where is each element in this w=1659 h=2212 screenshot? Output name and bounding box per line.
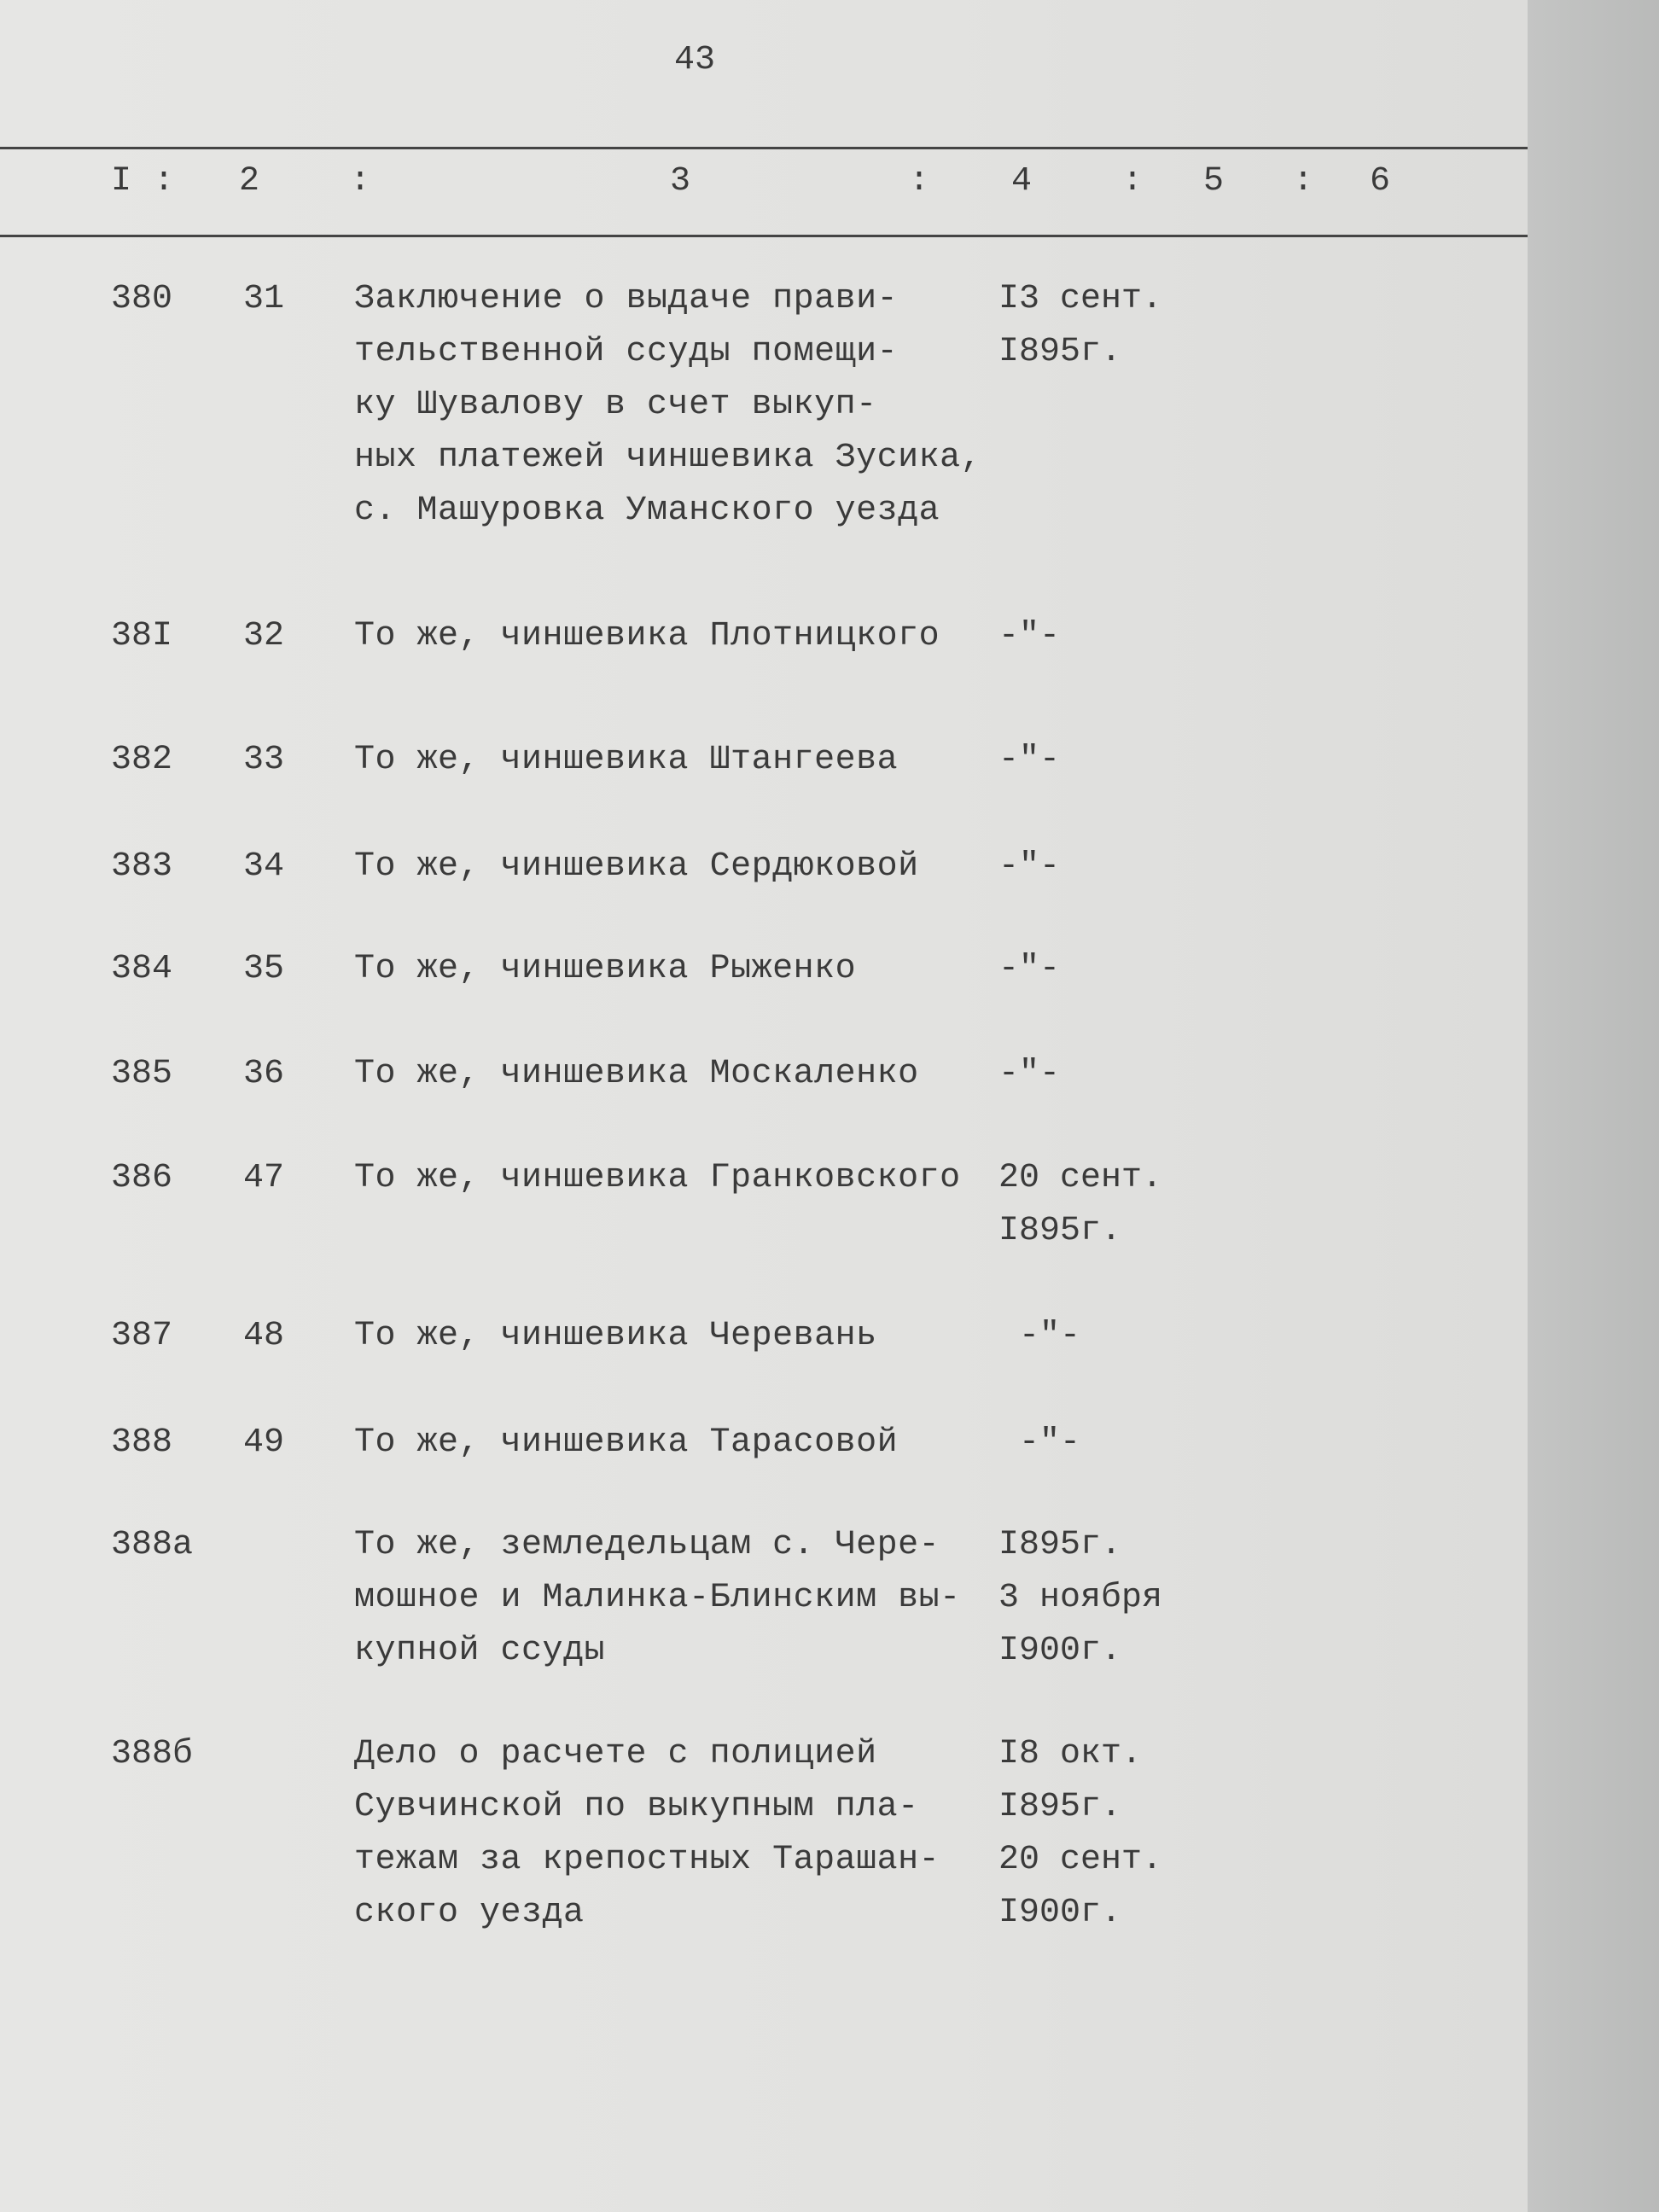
entry-date-line: -"- <box>998 617 1061 655</box>
entry-date-line: I8 окт. <box>998 1735 1143 1773</box>
entry-title-line: То же, чиншевика Черевань <box>354 1317 877 1355</box>
entry-title-line: То же, чиншевика Москаленко <box>354 1055 919 1093</box>
entry-title-line: Заключение о выдаче прави- <box>354 280 899 318</box>
entry-title-line: То же, чиншевика Штангеева <box>354 741 899 779</box>
entry-subnumber: 47 <box>243 1159 285 1197</box>
entry-title-line: То же, чиншевика Рыженко <box>354 950 857 988</box>
entry-title <box>354 1417 1003 1470</box>
entry-title <box>354 1728 1003 1940</box>
entry-title-line: Сувчинской по выкупным пла- <box>354 1788 919 1826</box>
entry-number: 387 <box>111 1317 173 1355</box>
entry-date <box>998 610 1237 663</box>
header-col-4: 4 <box>1011 162 1033 201</box>
entry-date <box>998 1310 1237 1363</box>
page-edge-shadow <box>1528 0 1659 2212</box>
entry-date-line: -"- <box>998 741 1061 779</box>
entry-date-line: I900г. <box>998 1894 1122 1932</box>
entry-title-line: тельственной ссуды помещи- <box>354 333 899 371</box>
entry-number: 382 <box>111 741 173 779</box>
entry-title <box>354 1519 1003 1678</box>
entry-date <box>998 734 1237 787</box>
entry-date-line: I3 сент. <box>998 280 1163 318</box>
entry-title-line: с. Машуровка Уманского уезда <box>354 492 940 530</box>
entry-title-line: То же, чиншевика Гранковского <box>354 1159 961 1197</box>
header-col-6: 6 <box>1370 162 1391 201</box>
entry-title-line: То же, земледельцам с. Чере- <box>354 1526 940 1564</box>
header-separator: : <box>1293 162 1314 201</box>
entry-date-line: -"- <box>998 1055 1061 1093</box>
header-top-rule <box>0 147 1528 149</box>
header-separator: : <box>350 162 371 201</box>
header-col-3: 3 <box>670 162 691 201</box>
entry-number: 380 <box>111 280 173 318</box>
header-col-2: 2 <box>239 162 260 201</box>
header-separator: : <box>909 162 930 201</box>
entry-title <box>354 1048 1003 1101</box>
entry-number: 386 <box>111 1159 173 1197</box>
entry-date <box>998 1728 1237 1940</box>
entry-title <box>354 273 1003 538</box>
entry-title <box>354 1152 1003 1205</box>
header-col-5: 5 <box>1203 162 1225 201</box>
entry-title-line: То же, чиншевика Тарасовой <box>354 1423 899 1462</box>
entry-date-line: 20 сент. <box>998 1159 1163 1197</box>
header-separator: : <box>154 162 175 201</box>
entry-date-line: -"- <box>998 950 1061 988</box>
entry-date <box>998 1048 1237 1101</box>
entry-date-line: -"- <box>998 1423 1081 1462</box>
entry-date-line: I895г. <box>998 333 1122 371</box>
entry-date-line: 20 сент. <box>998 1841 1163 1879</box>
entry-date-line: I895г. <box>998 1526 1122 1564</box>
entry-title <box>354 943 1003 996</box>
entry-title-line: купной ссуды <box>354 1632 606 1670</box>
entry-date-line: -"- <box>998 1317 1081 1355</box>
entry-date-line: I900г. <box>998 1632 1122 1670</box>
entry-date-line: I895г. <box>998 1788 1122 1826</box>
entry-subnumber: 31 <box>243 280 285 318</box>
entry-title-line: тежам за крепостных Тарашан- <box>354 1841 940 1879</box>
entry-date-line: 3 ноября <box>998 1579 1163 1617</box>
entry-date <box>998 1519 1237 1678</box>
entry-title-line: Дело о расчете с полицией <box>354 1735 877 1773</box>
entry-subnumber: 32 <box>243 617 285 655</box>
entry-title-line: ных платежей чиншевика Зусика, <box>354 439 982 477</box>
entry-title-line: ского уезда <box>354 1894 585 1932</box>
entry-subnumber: 49 <box>243 1423 285 1462</box>
entry-subnumber: 35 <box>243 950 285 988</box>
entry-title <box>354 734 1003 787</box>
entry-number: 38I <box>111 617 173 655</box>
entry-title-line: мошное и Малинка-Блинским вы- <box>354 1579 961 1617</box>
entry-date-line: -"- <box>998 847 1061 886</box>
entry-subnumber: 36 <box>243 1055 285 1093</box>
entry-subnumber: 48 <box>243 1317 285 1355</box>
page-number: 43 <box>674 41 716 79</box>
entry-number: 385 <box>111 1055 173 1093</box>
entry-date <box>998 1152 1237 1258</box>
header-col-1: I <box>111 162 132 201</box>
entry-date-line: I895г. <box>998 1212 1122 1250</box>
entry-title-line: То же, чиншевика Сердюковой <box>354 847 919 886</box>
header-bottom-rule <box>0 235 1528 237</box>
entry-subnumber: 33 <box>243 741 285 779</box>
entry-date <box>998 1417 1237 1470</box>
entry-number: 388 <box>111 1423 173 1462</box>
entry-number: 384 <box>111 950 173 988</box>
entry-date <box>998 943 1237 996</box>
entry-title-line: ку Шувалову в счет выкуп- <box>354 386 877 424</box>
column-header-row <box>0 162 1528 222</box>
entry-date <box>998 841 1237 894</box>
entry-title <box>354 1310 1003 1363</box>
entry-subnumber: 34 <box>243 847 285 886</box>
entry-date <box>998 273 1237 379</box>
entry-title <box>354 841 1003 894</box>
entry-title-line: То же, чиншевика Плотницкого <box>354 617 940 655</box>
entry-number: 383 <box>111 847 173 886</box>
entry-number: 388б <box>111 1735 194 1773</box>
header-separator: : <box>1122 162 1144 201</box>
entry-title <box>354 610 1003 663</box>
entry-number: 388а <box>111 1526 194 1564</box>
